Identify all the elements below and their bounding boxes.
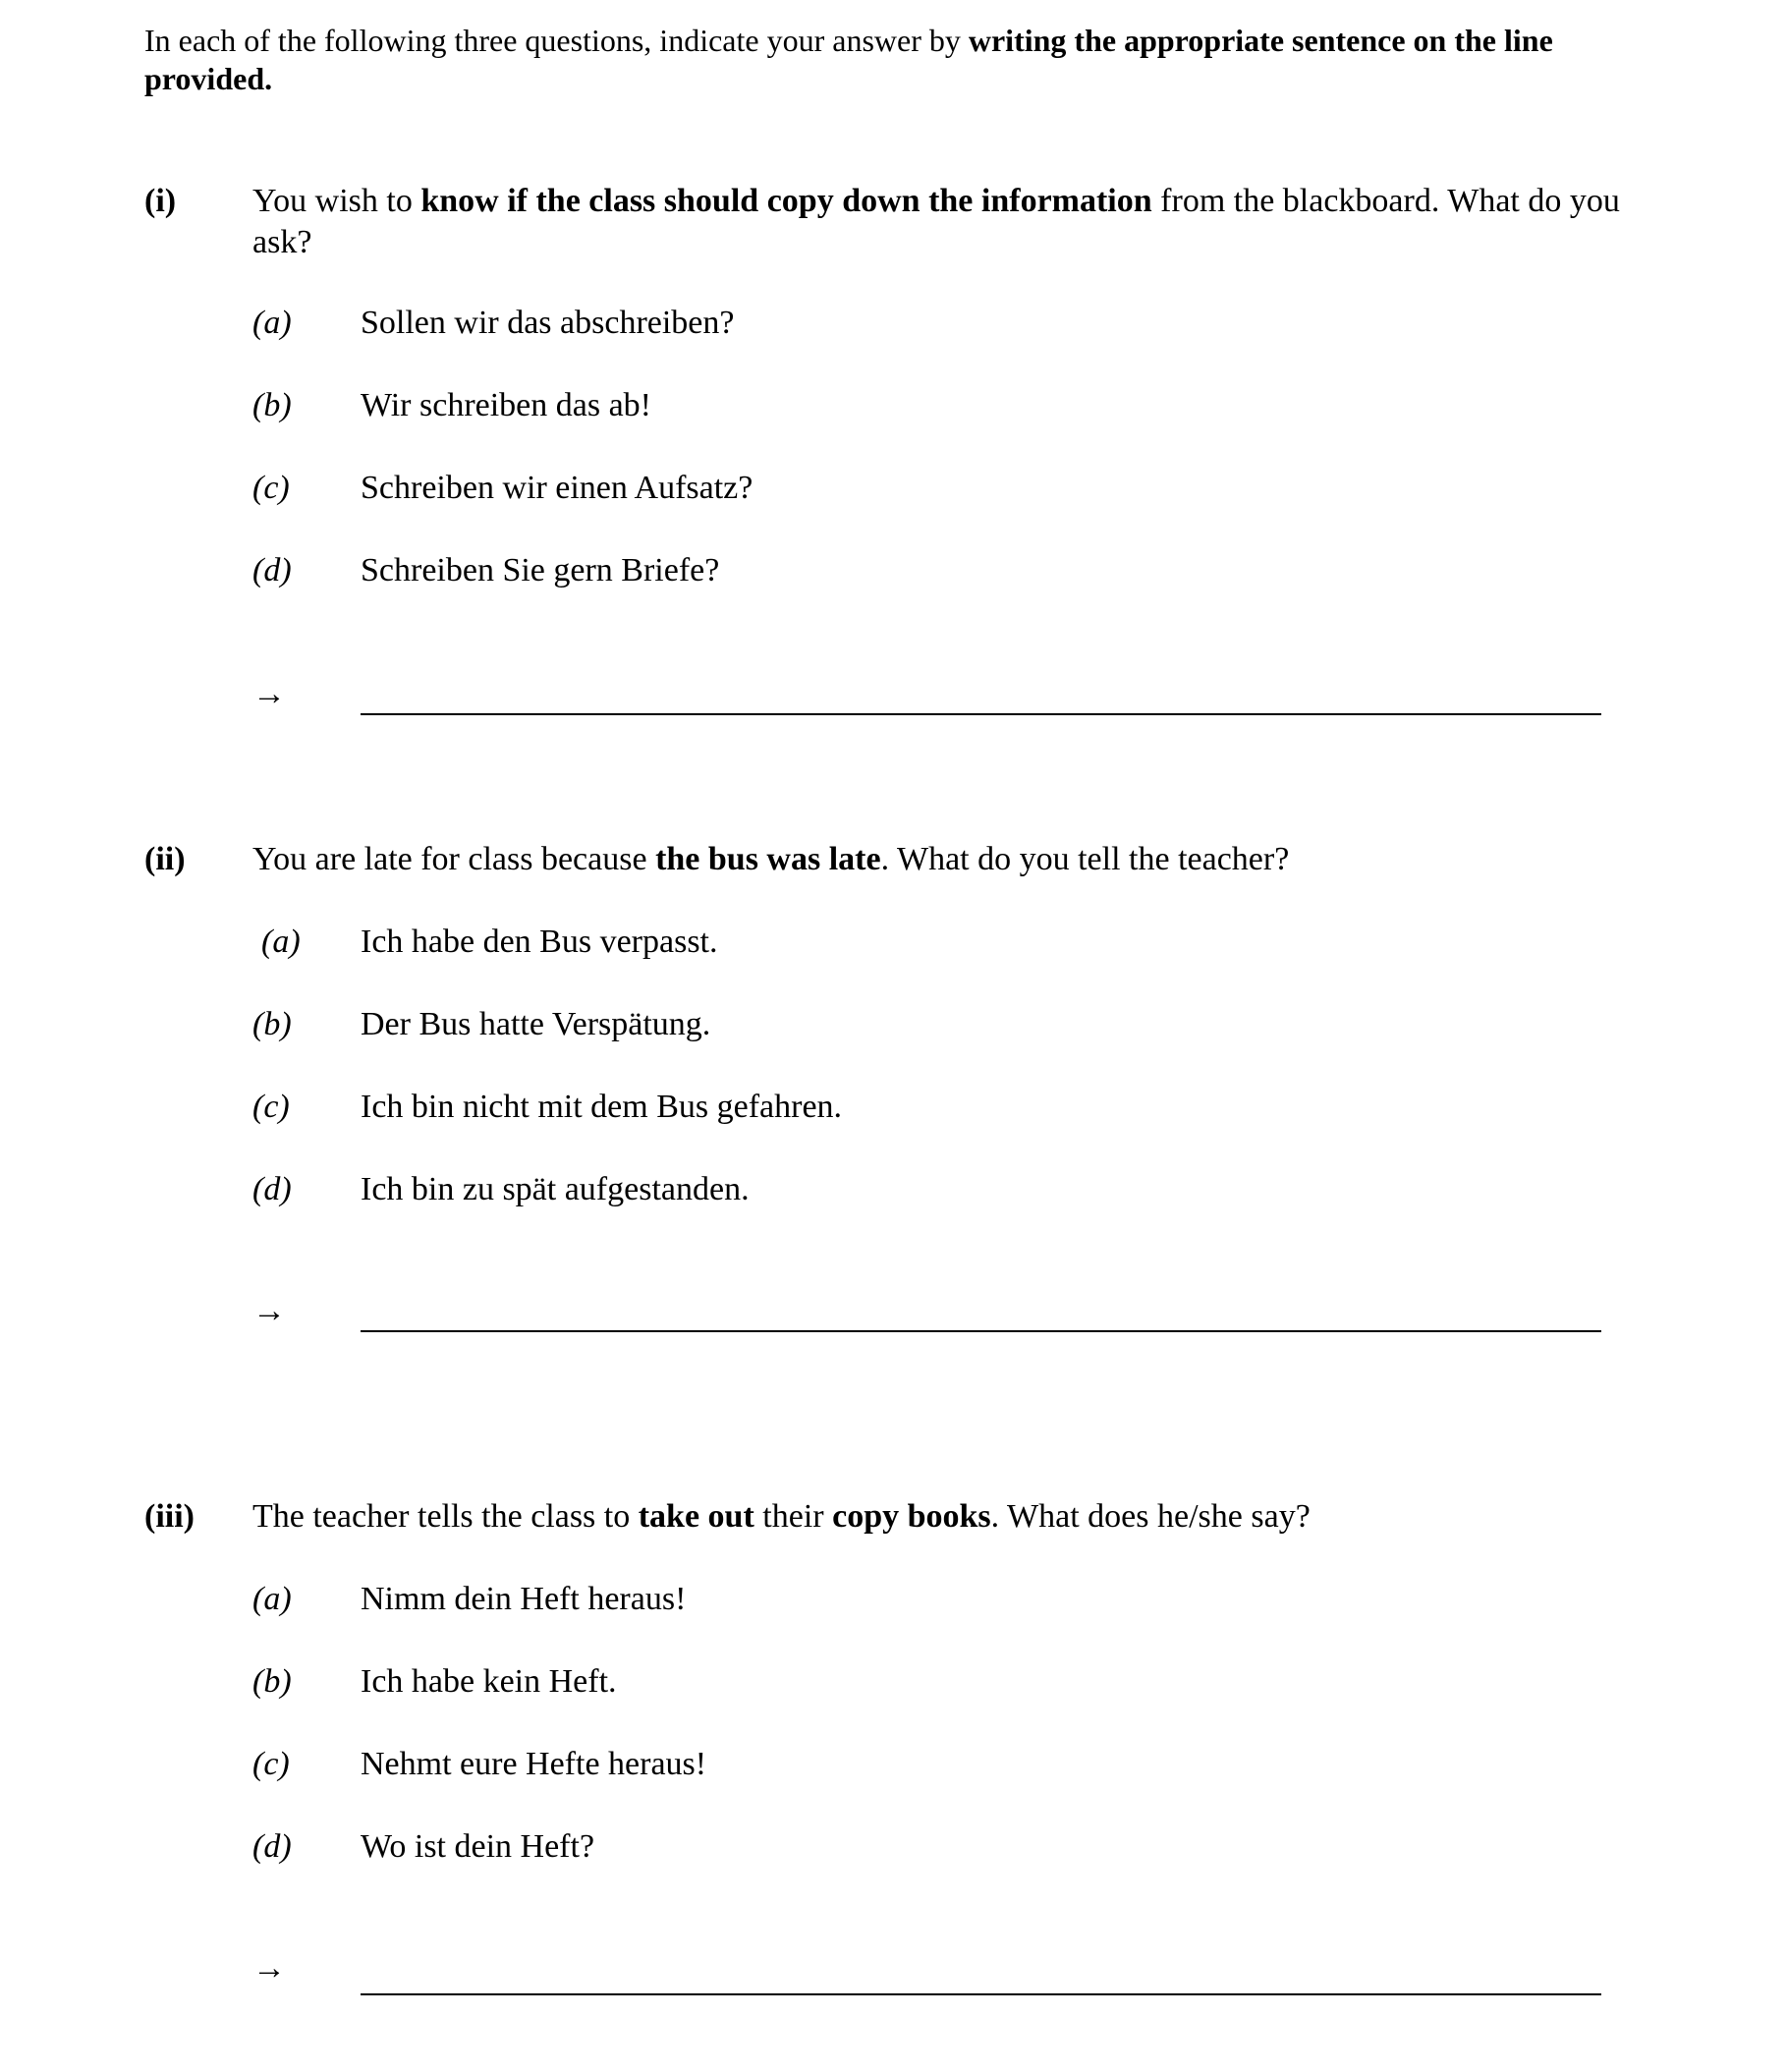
answer-input[interactable] [361, 1993, 1601, 1995]
prompt-emphasis: take out [638, 1498, 754, 1535]
prompt-text: their [753, 1498, 833, 1535]
option-letter: (b) [252, 387, 292, 423]
option-letter: (a) [252, 305, 292, 341]
option-text: Schreiben Sie gern Briefe? [361, 552, 720, 588]
prompt-text: . What do you tell the teacher? [880, 841, 1290, 877]
option-letter: (a) [252, 1581, 292, 1617]
option-text: Ich bin nicht mit dem Bus gefahren. [361, 1089, 843, 1125]
option-text: Sollen wir das abschreiben? [361, 305, 735, 341]
option-letter: (d) [252, 1171, 292, 1207]
option-letter: (b) [252, 1663, 292, 1700]
question-prompt [252, 1496, 1677, 1538]
answer-input[interactable] [361, 713, 1601, 715]
option-letter: (d) [252, 1828, 292, 1865]
option-letter: (c) [252, 1089, 290, 1125]
arrow-right-icon: → [252, 676, 286, 712]
instructions-text: In each of the following three questions, indicate your answer by [144, 23, 969, 58]
option-text: Ich habe kein Heft. [361, 1663, 617, 1700]
answer-input[interactable] [361, 1330, 1601, 1332]
option-text: Schreiben wir einen Aufsatz? [361, 470, 753, 506]
prompt-text: from the blackboard. What do you ask? [252, 183, 1620, 260]
option-letter: (a) [261, 924, 301, 960]
question-prompt [252, 839, 1677, 880]
prompt-text: You are late for class because [252, 841, 656, 877]
option-text: Ich habe den Bus verpasst. [361, 924, 718, 960]
answer-row [252, 1291, 1628, 1350]
option-text: Nehmt eure Hefte heraus! [361, 1746, 707, 1782]
instructions [144, 22, 1657, 98]
answer-row [252, 1948, 1628, 2007]
prompt-text: The teacher tells the class to [252, 1498, 639, 1535]
instructions-emphasis: writing the appropriate sentence on the line provided. [144, 23, 1553, 96]
option-text: Ich bin zu spät aufgestanden. [361, 1171, 750, 1207]
option-letter: (d) [252, 552, 292, 588]
arrow-right-icon: → [252, 1950, 286, 1987]
question-number: (iii) [144, 1498, 195, 1535]
prompt-emphasis: the bus was late [655, 841, 881, 877]
option-text: Wo ist dein Heft? [361, 1828, 595, 1865]
answer-row [252, 674, 1628, 733]
prompt-text: You wish to [252, 183, 421, 219]
option-text: Wir schreiben das ab! [361, 387, 652, 423]
question-number: (ii) [144, 841, 186, 877]
option-letter: (c) [252, 1746, 290, 1782]
question-prompt [252, 181, 1677, 263]
option-text: Nimm dein Heft heraus! [361, 1581, 687, 1617]
arrow-right-icon: → [252, 1293, 286, 1329]
option-letter: (c) [252, 470, 290, 506]
prompt-text: . What does he/she say? [990, 1498, 1311, 1535]
option-text: Der Bus hatte Verspätung. [361, 1006, 711, 1042]
question-number: (i) [144, 183, 177, 219]
option-letter: (b) [252, 1006, 292, 1042]
prompt-emphasis: copy books [832, 1498, 991, 1535]
prompt-emphasis: know if the class should copy down the information [420, 183, 1152, 219]
